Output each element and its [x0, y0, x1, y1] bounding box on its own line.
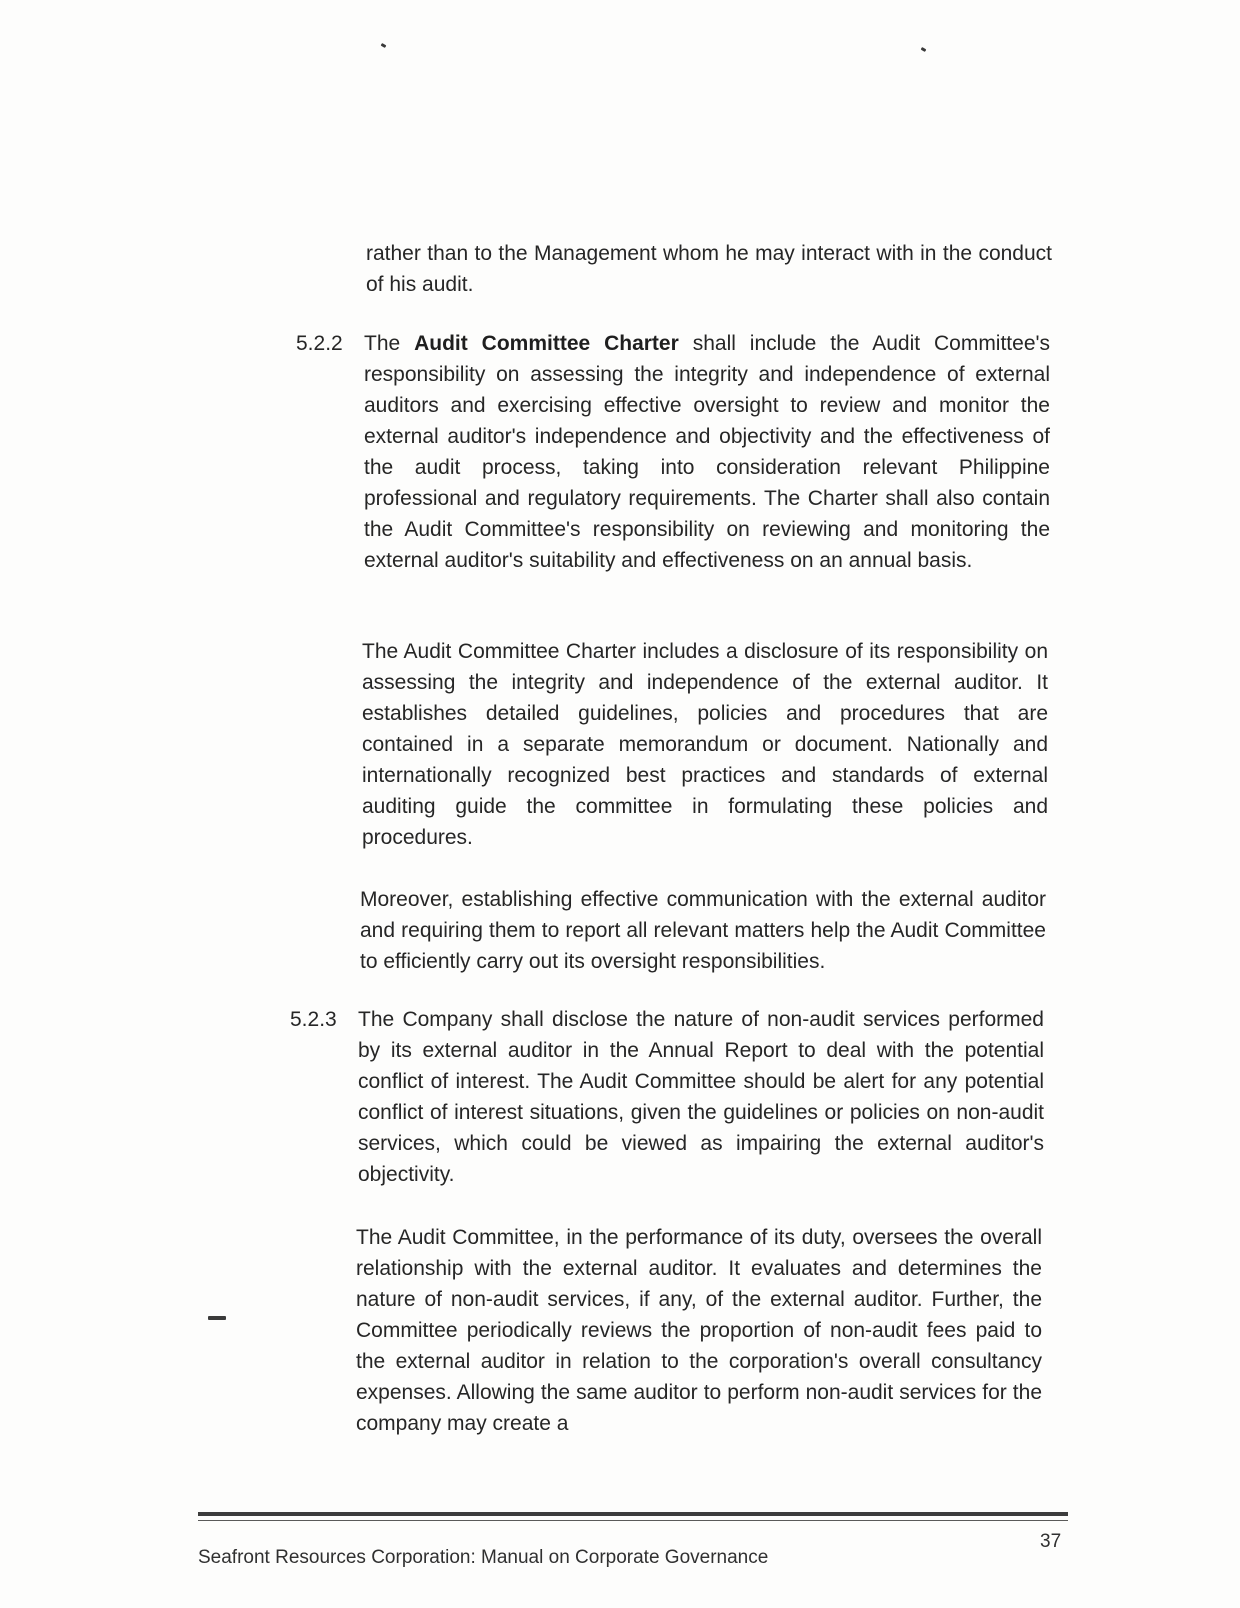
scan-speck — [921, 47, 927, 52]
section-number: 5.2.3 — [290, 1008, 337, 1031]
section-continuation — [366, 238, 1052, 300]
section-5-2-3-paragraph-2: The Audit Committee, in the performance of its duty, oversees the overall relationship with the external auditor. It evaluates and determines the nature of non-audit services, if any, of the external auditor. Further, the Committee periodically reviews the proportion of non-audit fees paid to the external auditor in relation to the corporation's overall consultancy expenses. Allowing the same auditor to perform non-audit services for the company may create a — [356, 1226, 1042, 1435]
footer-rule — [198, 1512, 1068, 1516]
page-number: 37 — [1040, 1531, 1062, 1552]
section-5-2-3-paragraph-1: The Company shall disclose the nature of non-audit services performed by its external auditor in the Annual Report to deal with the potential conflict of interest. The Audit Committee should be alert for any potential conflict of interest situations, given the guidelines or policies on non-audit services, which could be viewed as impairing the external auditor's objectivity. — [358, 1008, 1044, 1186]
section-5-2-3 — [358, 1004, 1044, 1190]
section-5-2-2-paragraph-2: The Audit Committee Charter includes a disclosure of its responsibility on assessing the integrity and independence of the external auditor. It establishes detailed guidelines, policies and procedures that are contained in a separate memorandum or document. Nationally and internationally recognized best practices and standards of external auditing guide the committee in formulating these policies and procedures. — [362, 640, 1048, 849]
footer-rule-thin — [198, 1520, 1068, 1521]
section-5-2-2 — [364, 328, 1050, 576]
continuation-paragraph: rather than to the Management whom he may interact with in the conduct of his audit. — [366, 242, 1052, 296]
section-5-2-2-paragraph-1: The Audit Committee Charter shall include the Audit Committee's responsibility on assessing the integrity and independence of external auditors and exercising effective oversight to review and monitor the external auditor's independence and objectivity and the effectiveness of the audit process, taking into consideration relevant Philippine professional and regulatory requirements. The Charter shall also contain the Audit Committee's responsibility on reviewing and monitoring the external auditor's suitability and effectiveness on an annual basis. — [364, 332, 1051, 572]
section-number: 5.2.2 — [296, 332, 343, 355]
scan-speck — [208, 1316, 226, 1320]
section-5-2-2-paragraph-3-block — [360, 884, 1046, 977]
section-5-2-2-paragraph-3: Moreover, establishing effective communication with the external auditor and requiring them to report all relevant matters help the Audit Committee to efficiently carry out its oversight responsibilities. — [360, 888, 1046, 973]
section-5-2-2-paragraph-2-block — [362, 636, 1048, 853]
footer-text: Seafront Resources Corporation: Manual on Corporate Governance — [198, 1547, 769, 1568]
audit-committee-charter-term: Audit Committee Charter — [414, 332, 679, 355]
scan-speck — [381, 43, 387, 48]
section-5-2-3-paragraph-2-block — [356, 1222, 1042, 1439]
